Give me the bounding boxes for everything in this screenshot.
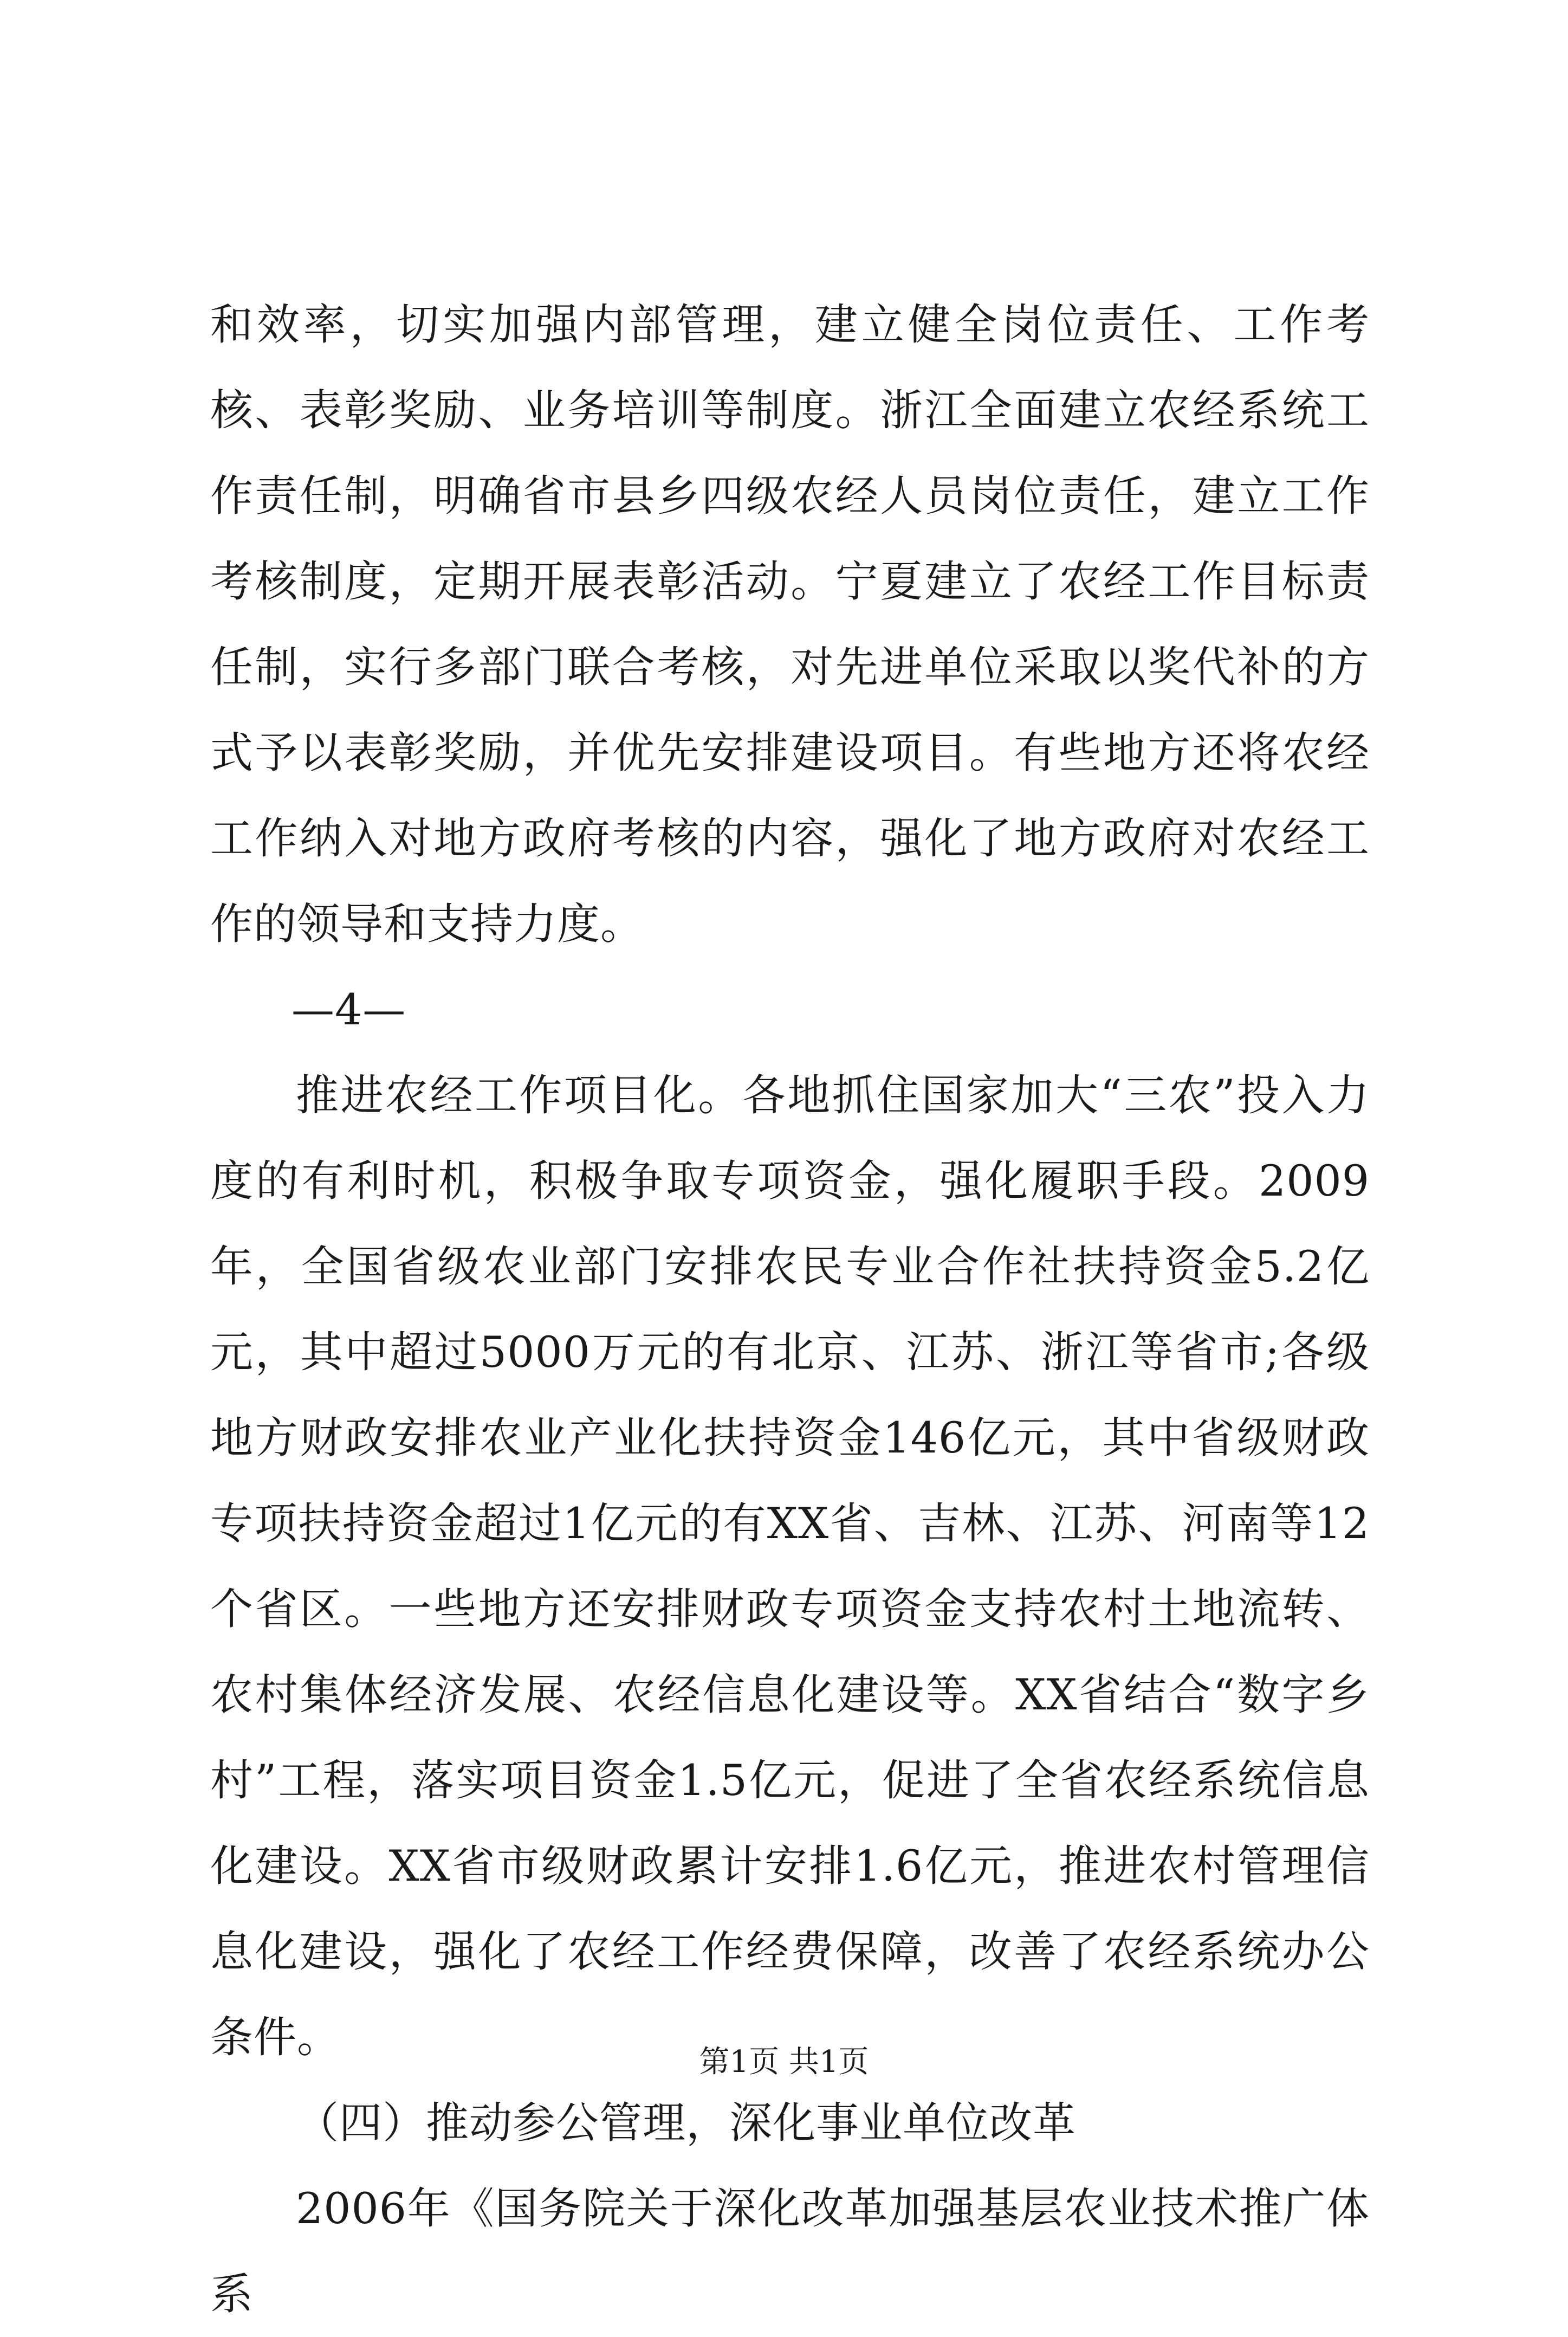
paragraph-project-funding: 推进农经工作项目化。各地抓住国家加大“三农”投入力度的有利时机，积极争取专项资金，强化履职手段。2009年，全国省级农业部门安排农民专业合作社扶持资金5.2亿元，其中超过5000万元的有北京、江苏、浙江等省市;各级地方财政安排农业产业化扶持资金146亿元，其中省级财政专项扶持资金超过1亿元的有XX省、吉林、江苏、河南等12个省区。一些地方还安排财政专项资金支持农村土地流转、农村集体经济发展、农经信息化建设等。XX省结合“数字乡村”工程，落实项目资金1.5亿元，促进了全省农经系统信息化建设。XX省市级财政累计安排1.6亿元，推进农村管理信息化建设，强化了农经工作经费保障，改善了农经系统办公条件。: [210, 1070, 1370, 2062]
document-body: [210, 282, 1370, 2337]
paragraph-responsibility-system: 和效率，切实加强内部管理，建立健全岗位责任、工作考核、表彰奖励、业务培训等制度。浙江全面建立农经系统工作责任制，明确省市县乡四级农经人员岗位责任，建立工作考核制度，定期开展表彰活动。宁夏建立了农经工作目标责任制，实行多部门联合考核，对先进单位采取以奖代补的方式予以表彰奖励，并优先安排建设项目。有些地方还将农经工作纳入对地方政府考核的内容，强化了地方政府对农经工作的领导和支持力度。: [210, 300, 1370, 949]
page-number-marker: —4—: [291, 985, 406, 1035]
page-footer: 第1页 共1页: [699, 2044, 869, 2080]
section-heading-reform: （四）推动参公管理，深化事业单位改革: [296, 2098, 1076, 2148]
paragraph-state-council-2006: 2006年《国务院关于深化改革加强基层农业技术推广体系: [210, 2184, 1370, 2319]
